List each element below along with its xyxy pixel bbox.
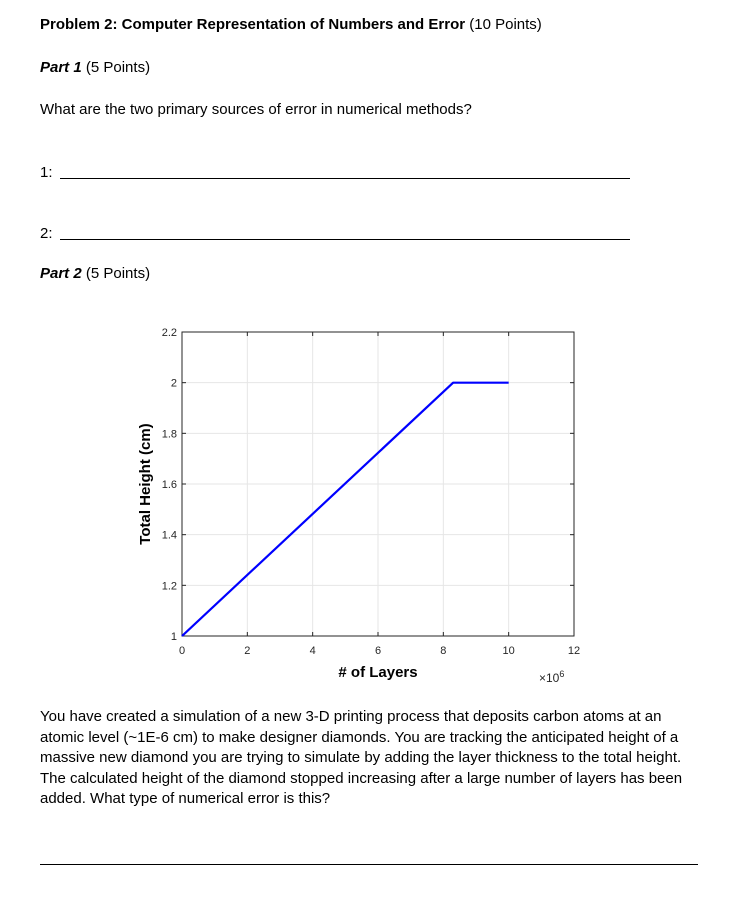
- x-multiplier-base: ×10: [539, 671, 560, 685]
- x-tick-label: 8: [440, 645, 447, 657]
- y-ticks: [162, 327, 574, 643]
- series-line-total-height: [182, 383, 509, 636]
- x-ticks: [179, 332, 580, 657]
- x-axis-label: # of Layers: [338, 664, 418, 681]
- part1-label: Part 1: [40, 59, 82, 76]
- grid-lines: [182, 332, 574, 636]
- part1-question: What are the two primary sources of error in numerical methods?: [40, 101, 472, 118]
- part2-points: (5 Points): [85, 265, 151, 282]
- part2-answer-line[interactable]: [40, 864, 698, 865]
- y-tick-label: 1: [170, 631, 177, 643]
- x-tick-label: 2: [244, 645, 251, 657]
- y-tick-label: 1.4: [161, 529, 177, 542]
- data-lines: [182, 383, 509, 636]
- answer-1-label: 1:: [40, 164, 53, 181]
- y-tick-label: 1.8: [161, 428, 177, 441]
- x-tick-label: 4: [309, 645, 316, 657]
- x-tick-label: 10: [502, 645, 515, 657]
- y-axis-label: Total Height (cm): [137, 423, 154, 545]
- x-tick-label: 0: [178, 645, 186, 657]
- y-tick-label: 2.2: [161, 327, 177, 339]
- x-tick-label: 6: [374, 645, 382, 657]
- x-axis-multiplier: [539, 669, 564, 685]
- y-tick-label: 2: [170, 377, 177, 390]
- answer-2-label: 2:: [40, 225, 53, 242]
- x-tick-label: 12: [567, 645, 581, 657]
- y-tick-label: 1.2: [161, 580, 177, 593]
- part2-label: Part 2: [40, 265, 82, 282]
- part1-points: (5 Points): [85, 59, 151, 76]
- x-multiplier-exponent: 6: [559, 669, 565, 679]
- problem-title-text: Problem 2: Computer Representation of Numbers and Error: [40, 16, 466, 33]
- problem-points: (10 Points): [469, 16, 542, 33]
- part2-paragraph: You have created a simulation of a new 3-D printing process that deposits carbon atoms at an atomic level (~1E-6 cm) to make designer diamonds. You are tracking the anticipated height of a massive new diamond you are trying to simulate by adding the layer thickness to the total height. The calculated height of the diamond stopped increasing after a large number of layers has been added. What type of numerical error is this?: [40, 708, 683, 808]
- y-tick-label: 1.6: [161, 479, 177, 491]
